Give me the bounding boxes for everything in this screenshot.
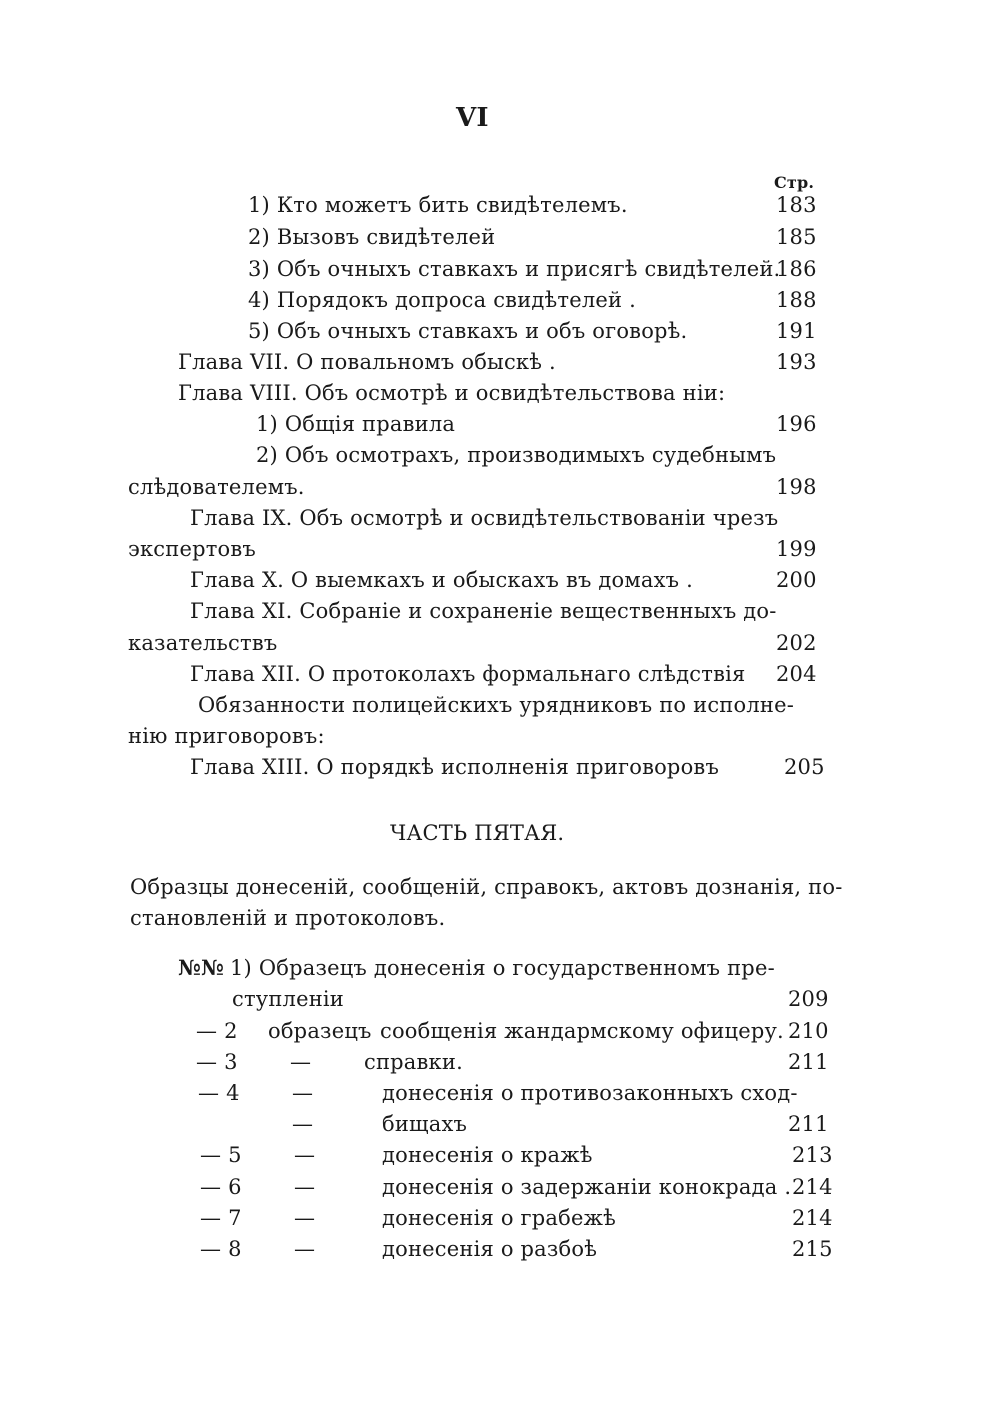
toc-chapter-title: Глава XII. О протоколахъ формальнаго слѣдствiя xyxy=(190,662,746,686)
toc-entry-page: 204 xyxy=(776,662,817,686)
sample-page: 215 xyxy=(792,1237,833,1261)
sample-text: сообщенiя жандармскому офицеру. xyxy=(380,1019,784,1043)
sample-page: 211 xyxy=(788,1112,829,1136)
toc-entry-page: 196 xyxy=(776,412,817,436)
toc-entry-continuation: нiю приговоровъ: xyxy=(128,724,325,748)
sample-text: донесенiя о кражѣ xyxy=(382,1143,593,1167)
sample-kind: — xyxy=(292,1112,314,1136)
sample-kind: — xyxy=(292,1081,314,1105)
toc-chapter-title: Глава VII. О повальномъ обыскѣ . xyxy=(178,350,556,374)
sample-number: — 2 xyxy=(196,1019,238,1043)
toc-chapter-title: Глава XI. Собранiе и сохраненiе вещественныхъ до- xyxy=(190,599,777,623)
sample-page: 211 xyxy=(788,1050,829,1074)
sample-number: — 8 xyxy=(200,1237,242,1261)
sample-kind: — xyxy=(294,1143,316,1167)
toc-entry-page: 205 xyxy=(784,755,825,779)
sample-text: справки. xyxy=(364,1050,463,1074)
sample-number: — 5 xyxy=(200,1143,242,1167)
sample-kind: образецъ xyxy=(268,1019,372,1043)
sample-kind: — xyxy=(294,1175,316,1199)
sample-kind: — xyxy=(294,1206,316,1230)
toc-entry-page: 183 xyxy=(776,193,817,217)
sample-page: 214 xyxy=(792,1206,833,1230)
sample-text: бищахъ xyxy=(382,1112,468,1136)
toc-entry-continuation: слѣдователемъ. xyxy=(128,475,305,499)
toc-entry-text: 1) Общiя правила xyxy=(256,412,456,436)
toc-entry-page: 199 xyxy=(776,537,817,561)
toc-entry-continuation: казательствъ xyxy=(128,631,278,655)
sample-number: — 3 xyxy=(196,1050,238,1074)
sample-number: — 6 xyxy=(200,1175,242,1199)
toc-entry-text: 4) Порядокъ допроса свидѣтелей . xyxy=(248,288,636,312)
part-description-line: Образцы донесенiй, сообщенiй, справокъ, актовъ дознанiя, по- xyxy=(130,875,843,899)
sample-text: донесенiя о задержанiи конокрада . xyxy=(382,1175,792,1199)
sample-page: 214 xyxy=(792,1175,833,1199)
sample-text: ступленiи xyxy=(232,987,345,1011)
toc-entry-page: 191 xyxy=(776,319,817,343)
toc-chapter-title: Глава IX. Объ осмотрѣ и освидѣтельствованiи чрезъ xyxy=(190,506,779,530)
sample-page: 213 xyxy=(792,1143,833,1167)
sample-text: донесенiя о противозаконныхъ сход- xyxy=(382,1081,798,1105)
sample-text: 1) Образецъ донесенiя о государственномъ пре- xyxy=(230,956,775,980)
sample-number: — 7 xyxy=(200,1206,242,1230)
toc-entry-text: Обязанности полицейскихъ урядниковъ по исполне- xyxy=(198,693,795,717)
page-number: VI xyxy=(456,103,489,133)
toc-entry-text: 5) Объ очныхъ ставкахъ и объ оговорѣ. xyxy=(248,319,688,343)
toc-entry-page: 198 xyxy=(776,475,817,499)
toc-entry-text: 2) Объ осмотрахъ, производимыхъ судебнымъ xyxy=(256,443,777,467)
toc-chapter-title: Глава X. О выемкахъ и обыскахъ въ домахъ . xyxy=(190,568,693,592)
part-title: ЧАСТЬ ПЯТАЯ. xyxy=(390,821,565,845)
toc-entry-text: 1) Кто можетъ бить свидѣтелемъ. xyxy=(248,193,628,217)
toc-entry-page: 200 xyxy=(776,568,817,592)
toc-entry-page: 188 xyxy=(776,288,817,312)
toc-entry-page: 202 xyxy=(776,631,817,655)
sample-kind: — xyxy=(294,1237,316,1261)
sample-text: донесенiя о разбоѣ xyxy=(382,1237,598,1261)
sample-kind: — xyxy=(290,1050,312,1074)
sample-number: — 4 xyxy=(198,1081,240,1105)
toc-entry-text: 3) Объ очныхъ ставкахъ и присягѣ свидѣтелей. xyxy=(248,257,781,281)
toc-entry-text: 2) Вызовъ свидѣтелей xyxy=(248,225,496,249)
toc-entry-continuation: экспертовъ xyxy=(128,537,256,561)
toc-chapter-title: Глава XIII. О порядкѣ исполненiя приговоровъ xyxy=(190,755,720,779)
sample-page: 209 xyxy=(788,987,829,1011)
toc-entry-page: 185 xyxy=(776,225,817,249)
toc-entry-page: 186 xyxy=(776,257,817,281)
page-column-header: Стр. xyxy=(774,173,815,192)
sample-number: №№ xyxy=(178,955,225,980)
sample-page: 210 xyxy=(788,1019,829,1043)
part-description-line: становленiй и протоколовъ. xyxy=(130,906,446,930)
toc-chapter-title: Глава VIII. Объ осмотрѣ и освидѣтельствова нiи: xyxy=(178,381,726,405)
sample-text: донесенiя о грабежѣ xyxy=(382,1206,616,1230)
toc-entry-page: 193 xyxy=(776,350,817,374)
